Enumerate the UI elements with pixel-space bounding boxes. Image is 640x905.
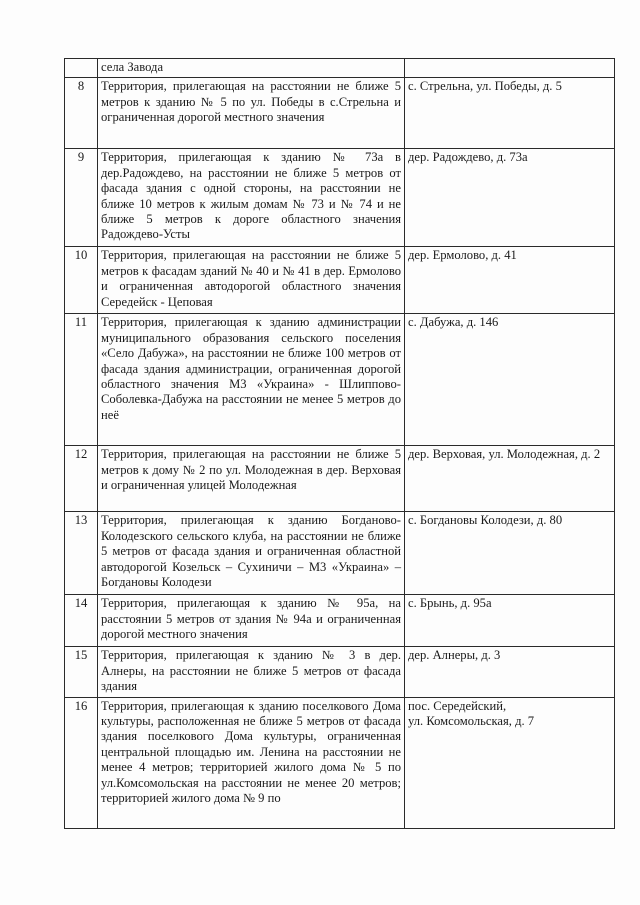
row-number: 13 <box>65 512 98 595</box>
row-address: с. Брынь, д. 95а <box>405 595 615 647</box>
table-row <box>65 697 615 828</box>
row-number: 9 <box>65 149 98 247</box>
table-row <box>65 446 615 512</box>
row-address: дер. Ермолово, д. 41 <box>405 247 615 314</box>
row-address: с. Стрельна, ул. Победы, д. 5 <box>405 78 615 149</box>
row-description: Территория, прилегающая на расстоянии не ближе 5 метров к зданию № 5 по ул. Победы в с.Стрельна и ограниченная дорогой местного значения <box>98 78 405 149</box>
row-address: дер. Радождево, д. 73а <box>405 149 615 247</box>
row-address: с. Богдановы Колодези, д. 80 <box>405 512 615 595</box>
table-row <box>65 59 615 78</box>
table-row <box>65 647 615 697</box>
row-description: Территория, прилегающая к зданию поселкового Дома культуры, расположенная не ближе 5 метров от фасада здания поселкового Дома культуры, ограниченная центральной площадью им. Ленина на расстоянии не менее 4 метров; территорией жилого дома № 5 по ул.Комсомольская на расстоянии не менее 20 метров; территорией жилого дома № 9 по <box>98 697 405 828</box>
table-row <box>65 595 615 647</box>
row-address <box>405 59 615 78</box>
row-number: 11 <box>65 314 98 446</box>
table-row <box>65 149 615 247</box>
table-row <box>65 78 615 149</box>
row-description: Территория, прилегающая к зданию № 73а в дер.Радождево, на расстоянии не ближе 5 метров от фасада здания с одной стороны, на расстоянии не ближе 10 метров к жилым домам № 73 и № 74 и не ближе 5 метров к дороге областного значения Радождево-Усты <box>98 149 405 247</box>
territory-table <box>64 58 615 829</box>
row-description: Территория, прилегающая к зданию № 95а, на расстоянии 5 метров от здания № 94а и ограниченная дорогой местного значения <box>98 595 405 647</box>
row-address: дер. Алнеры, д. 3 <box>405 647 615 697</box>
row-address: дер. Верховая, ул. Молодежная, д. 2 <box>405 446 615 512</box>
row-description: Территория, прилегающая к зданию № 3 в дер. Алнеры, на расстоянии не ближе 5 метров от фасада здания <box>98 647 405 697</box>
row-number: 15 <box>65 647 98 697</box>
row-number <box>65 59 98 78</box>
row-address: пос. Середейский, ул. Комсомольская, д. 7 <box>405 697 615 828</box>
row-number: 10 <box>65 247 98 314</box>
table-row <box>65 314 615 446</box>
row-number: 16 <box>65 697 98 828</box>
row-address: с. Дабужа, д. 146 <box>405 314 615 446</box>
row-description: села Завода <box>98 59 405 78</box>
row-description: Территория, прилегающая на расстоянии не ближе 5 метров к фасадам зданий № 40 и № 41 в дер. Ермолово и ограниченная автодорогой областного значения Середейск - Цеповая <box>98 247 405 314</box>
row-number: 12 <box>65 446 98 512</box>
row-description: Территория, прилегающая к зданию Богданово-Колодезского сельского клуба, на расстоянии не ближе 5 метров от фасада здания и ограниченная областной автодорогой Козельск – Сухиничи – М3 «Украина» – Богдановы Колодези <box>98 512 405 595</box>
table-row <box>65 247 615 314</box>
table-row <box>65 512 615 595</box>
row-number: 14 <box>65 595 98 647</box>
row-description: Территория, прилегающая на расстоянии не ближе 5 метров к дому № 2 по ул. Молодежная в дер. Верховая и ограниченная улицей Молодежная <box>98 446 405 512</box>
row-number: 8 <box>65 78 98 149</box>
row-description: Территория, прилегающая к зданию администрации муниципального образования сельского поселения «Село Дабужа», на расстоянии не ближе 100 метров от фасада здания администрации, ограниченная дорогой областного значения М3 «Украина» - Шлиппово-Соболевка-Дабужа на расстоянии не менее 5 метров до неё <box>98 314 405 446</box>
